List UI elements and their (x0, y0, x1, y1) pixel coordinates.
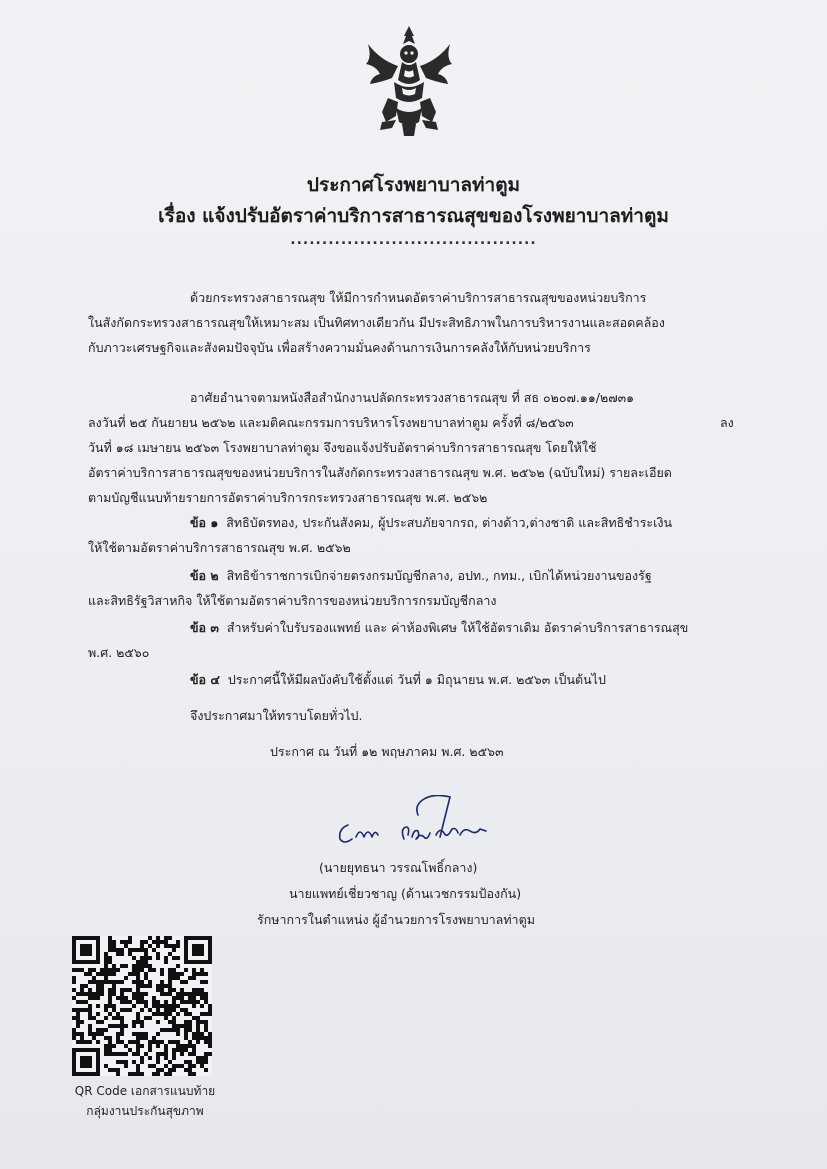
item-3-line-2: พ.ศ. ๒๕๖๐ (88, 645, 150, 660)
item-3-label: ข้อ ๓ (190, 620, 219, 635)
para1-line-1: ด้วยกระทรวงสาธารณสุข ให้มีการกำหนดอัตราค่าบริการสาธารณสุขของหน่วยบริการ (190, 290, 647, 305)
garuda-emblem-icon (358, 22, 460, 140)
para2-line-4: อัตราค่าบริการสาธารณสุขของหน่วยบริการในสังกัดกระทรวงสาธารณสุข พ.ศ. ๒๕๖๒ (ฉบับใหม่) รายละเอียด (88, 465, 672, 480)
para2-line-5: ตามบัญชีแนบท้ายรายการอัตราค่าบริการกระทรวงสาธารณสุข พ.ศ. ๒๕๖๒ (88, 490, 488, 505)
qr-caption-2: กลุ่มงานประกันสุขภาพ (86, 1104, 204, 1118)
item-4-line-1 (190, 670, 606, 690)
announcement-date: ประกาศ ณ วันที่ ๑๒ พฤษภาคม พ.ศ. ๒๕๖๓ (270, 744, 504, 759)
para2-line-2-tail: ลง (720, 415, 734, 430)
item-3-line-1 (190, 618, 688, 638)
para2-line-1: อาศัยอำนาจตามหนังสือสำนักงานปลัดกระทรวงสาธารณสุข ที่ สธ ๐๒๐๗.๑๑/๒๗๓๑ (190, 390, 635, 405)
item-4-text: ประกาศนี้ให้มีผลบังคับใช้ตั้งแต่ วันที่ ๑ มิถุนายน พ.ศ. ๒๕๖๓ เป็นต้นไป (227, 672, 606, 687)
signer-acting-role: รักษาการในตำแหน่ง ผู้อำนวยการโรงพยาบาลท่าตูม (257, 912, 535, 927)
item-1-label: ข้อ ๑ (190, 515, 219, 530)
para2-line-3: วันที่ ๑๘ เมษายน ๒๕๖๓ โรงพยาบาลท่าตูม จึงขอแจ้งปรับอัตราค่าบริการสาธารณสุข โดยให้ใช้ (88, 440, 597, 455)
para1-line-2: ในสังกัดกระทรวงสาธารณสุขให้เหมาะสม เป็นทิศทางเดียวกัน มีประสิทธิภาพในการบริหารงานและสอดคล้อง (88, 315, 665, 330)
closing-text: จึงประกาศมาให้ทราบโดยทั่วไป. (190, 708, 363, 723)
title-separator: ....................................... (290, 232, 537, 248)
para2-line-2: ลงวันที่ ๒๕ กันยายน ๒๕๖๒ และมติคณะกรรมการบริหารโรงพยาบาลท่าตูม ครั้งที่ ๘/๒๕๖๓ (88, 415, 574, 430)
item-3-text: สำหรับค่าใบรับรองแพทย์ และ ค่าห้องพิเศษ ให้ใช้อัตราเดิม อัตราค่าบริการสาธารณสุข (226, 620, 689, 635)
qr-code (72, 936, 212, 1076)
item-4-label: ข้อ ๔ (190, 672, 220, 687)
item-2-line-1 (190, 566, 652, 586)
item-2-label: ข้อ ๒ (190, 568, 219, 583)
item-1-text: สิทธิบัตรทอง, ประกันสังคม, ผู้ประสบภัยจากรถ, ต่างด้าว,ต่างชาติ และสิทธิชำระเงิน (226, 515, 673, 530)
item-1-line-2: ให้ใช้ตามอัตราค่าบริการสาธารณสุข พ.ศ. ๒๕๖๒ (88, 540, 351, 555)
handwritten-signature-icon (300, 795, 600, 855)
document-title: ประกาศโรงพยาบาลท่าตูม (306, 174, 521, 196)
item-1-line-1 (190, 513, 672, 533)
document-subject: เรื่อง แจ้งปรับอัตราค่าบริการสาธารณสุขของโรงพยาบาลท่าตูม (158, 205, 669, 227)
signer-name: (นายยุทธนา วรรณโพธิ์กลาง) (319, 860, 478, 875)
para1-line-3: กับภาวะเศรษฐกิจและสังคมปัจจุบัน เพื่อสร้างความมั่นคงด้านการเงินการคลังให้กับหน่วยบริการ (88, 340, 591, 355)
qr-caption-1: QR Code เอกสารแนบท้าย (74, 1084, 216, 1098)
item-2-line-2: และสิทธิรัฐวิสาหกิจ ให้ใช้ตามอัตราค่าบริการของหน่วยบริการกรมบัญชีกลาง (88, 593, 497, 608)
item-2-text: สิทธิข้าราชการเบิกจ่ายตรงกรมบัญชีกลาง, อปท., กทม., เบิกได้หน่วยงานของรัฐ (226, 568, 652, 583)
signer-position: นายแพทย์เชี่ยวชาญ (ด้านเวชกรรมป้องกัน) (289, 886, 522, 901)
